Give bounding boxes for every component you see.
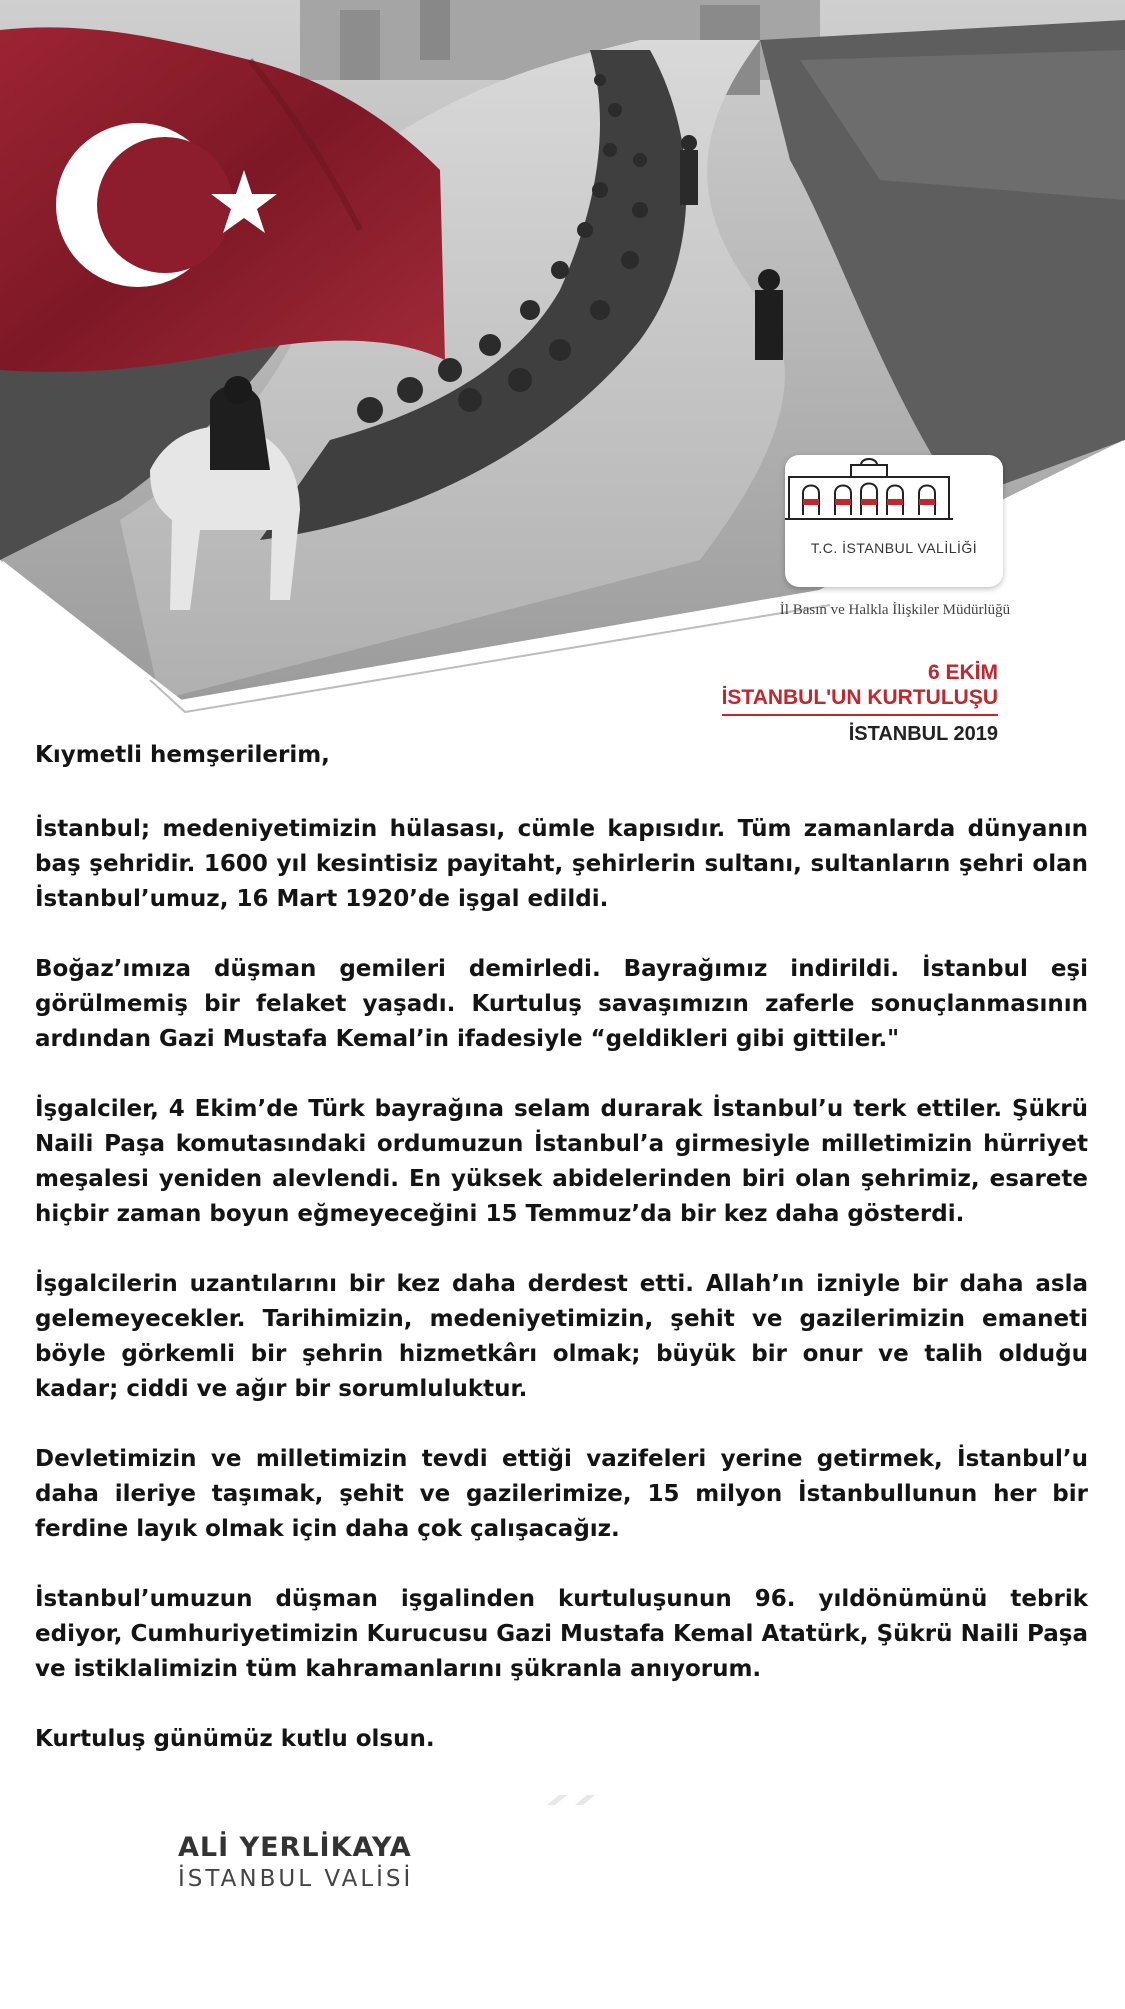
letter-paragraph-3: İşgalciler, 4 Ekim’de Türk bayrağına selam durarak İstanbul’u terk ettiler. Şükrü Naili Paşa komutasındaki ordumuzun İstanbul’a girmesiyle milletimizin hürriyet meşalesi yeniden alevlendi. En yüksek abidelerinden biri olan şehrimiz, esarete hiçbir zaman boyun eğmeyeceğini 15 Temmuz’da bir kez daha gösterdi. [35,1096,1088,1227]
salutation: Kıymetli hemşerilerim, [35,742,330,768]
event-day: 6 EKİM [927,661,998,684]
closing-line: Kurtuluş günümüz kutlu olsun. [35,1726,435,1752]
event-place-year: İSTANBUL 2019 [848,723,998,745]
logo-department: İl Basın ve Halkla İlişkiler Müdürlüğü [779,602,1011,618]
letter-paragraph-6: İstanbul’umuzun düşman işgalinden kurtuluşunun 96. yıldönümünü tebrik ediyor, Cumhuriyetimizin Kurucusu Gazi Mustafa Kemal Atatürk, Şükrü Naili Paşa ve istiklalimizin tüm kahramanlarını şükranla anıyorum. [35,1586,1088,1682]
logo-org-name: T.C. İSTANBUL VALİLİĞİ [810,540,978,556]
signature-block [178,1832,413,1894]
header-banner [0,0,1125,745]
letter-paragraph-4: İşgalcilerin uzantılarını bir kez daha derdest etti. Allah’ın izniyle bir daha asla gelemeyecekler. Tarihimizin, medeniyetimizin, şehit ve gazilerimizin emaneti böyle görkemli bir şehrin hizmetkârı olmak; büyük bir onur ve talih olduğu kadar; ciddi ve ağır bir sorumluluktur. [35,1271,1088,1402]
signatory-title: İSTANBUL VALİSİ [178,1866,414,1892]
faint-quote-mark-icon [545,1793,615,1807]
signatory-name: ALİ YERLİKAYA [178,1832,412,1863]
letter-paragraph-1: İstanbul; medeniyetimizin hülasası, cümle kapısıdır. Tüm zamanlarda dünyanın baş şehridir. 1600 yıl kesintisiz payitaht, şehirlerin sultanı, sultanların şehri olan İstanbul’umuz, 16 Mart 1920’de işgal edildi. [35,816,1088,912]
event-title: İSTANBUL'UN KURTULUŞU [722,685,998,716]
letter-paragraph-2: Boğaz’ımıza düşman gemileri demirledi. Bayrağımız indirildi. İstanbul eşi görülmemiş bir felaket yaşadı. Kurtuluş savaşımızın zaferle sonuçlanmasının ardından Gazi Mustafa Kemal’in ifadesiyle “geldikleri gibi gittiler." [35,956,1088,1052]
event-title-block [722,660,998,750]
letter-body [35,738,1088,1792]
letter-paragraph-5: Devletimizin ve milletimizin tevdi ettiği vazifeleri yerine getirmek, İstanbul’u daha ileriye taşımak, şehit ve gazilerimize, 15 milyon İstanbullunun her bir ferdine layık olmak için daha çok çalışacağız. [35,1446,1088,1542]
building-icon [785,455,953,521]
governorate-logo [785,455,1003,587]
